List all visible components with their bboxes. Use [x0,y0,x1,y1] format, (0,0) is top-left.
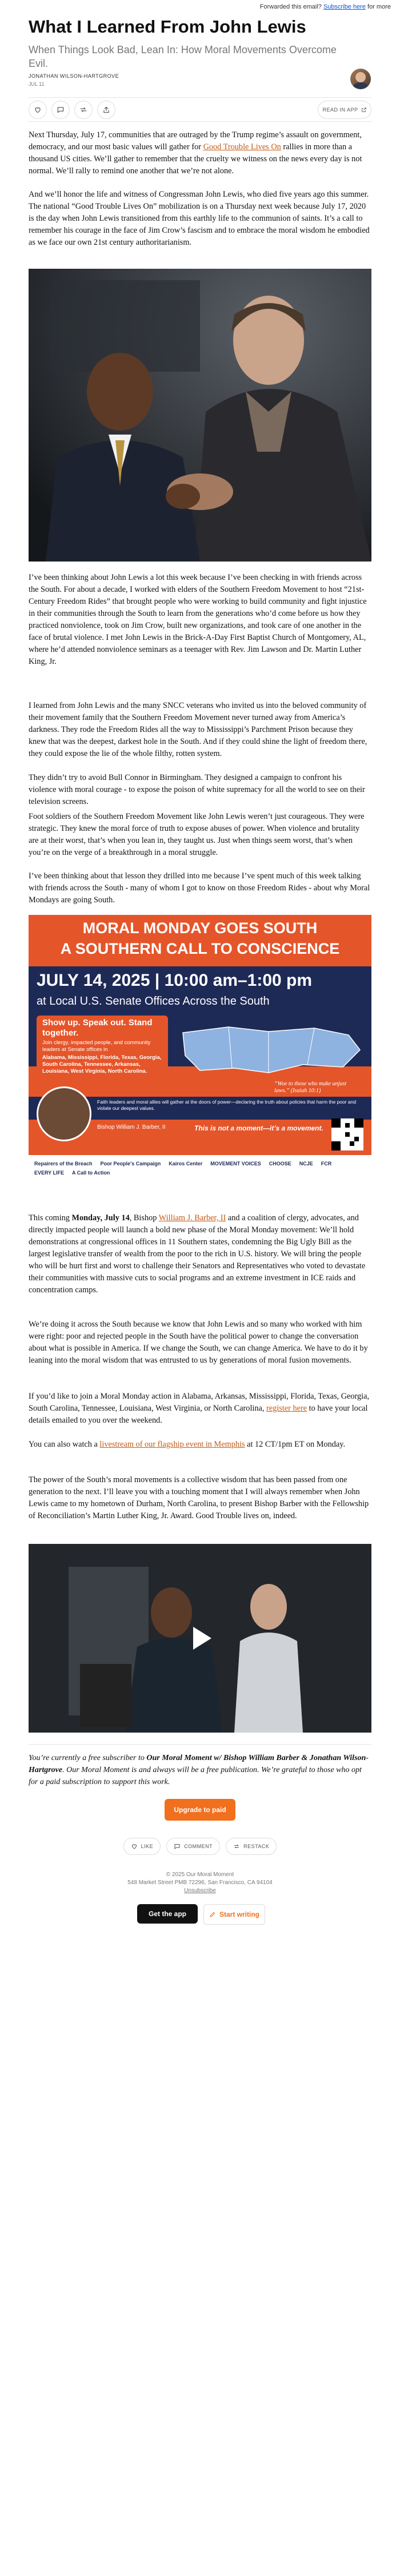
play-icon[interactable] [183,1621,217,1655]
author-name[interactable]: JONATHAN WILSON-HARTGROVE [29,73,119,79]
comment-icon [174,1843,181,1850]
paragraph-10: If you’d like to join a Moral Monday action in Alabama, Arkansas, Mississippi, Florida, Texas, Georgia, South Carolina, Tennessee, Louisiana, West Virginia, or North Carolina, register here to have your local details emailed to you over the weekend. [29,1392,370,1425]
upgrade-to-paid-button[interactable]: Upgrade to paid [165,1799,235,1821]
comment-icon [57,106,65,114]
heart-icon [131,1843,138,1850]
qr-code-icon [331,1118,363,1150]
poster-states: Alabama, Mississippi, Florida, Texas, Georgia, South Carolina, Tennessee, Arkansas, Louisiana, West Virginia, North Carolina. [42,1054,162,1074]
post-date: JUL 11 [29,81,45,87]
poster-show-up: Show up. Speak out. Stand together. [42,1018,153,1038]
paragraph-2: And we’ll honor the life and witness of Congressman John Lewis, who died five years ago this summer. The national “Good Trouble Lives On” mobilization is on a Thursday next week because July 17, 2020 is the day when John Lewis transitioned from this earthly life to the communion of saints. It’s a call to remember his courage in the face of Jim Crow’s fascism and to embrace the moral wisdom he embodied as we face our own 21st century authoritarianism. [29,190,370,247]
share-button[interactable] [97,101,115,119]
divider [29,121,371,122]
avatar[interactable] [350,69,371,89]
divider [29,1744,371,1745]
pencil-icon [209,1911,216,1918]
poster-headline: MORAL MONDAY GOES SOUTH [82,919,318,937]
paragraph-8: This coming Monday, July 14, Bishop William J. Barber, II and a coalition of clergy, advocates, and directly impacted people will launch a bold new phase of the Moral Monday movement: We’ll hold demonstrations at congressional offices in 11 Southern states, condemning the Big Ugly Bill as the largest legislative transfer of wealth from the poor to the rich in U.S. history. We will bring the people who will be hurt first and worst to challenge their Senators and Representatives who voted to devastate their communities with massive cuts to social programs and an extreme investment in ICE raids and concentration camps. [29,1213,366,1295]
register-link[interactable]: register here [266,1404,307,1413]
like-button[interactable] [29,101,47,119]
divider [29,97,371,98]
restack-button[interactable] [74,101,93,119]
poster-subheadline: A SOUTHERN CALL TO CONSCIENCE [60,940,340,957]
read-in-app-button[interactable] [318,101,371,119]
partner-logo: MOVEMENT VOICES [210,1161,261,1166]
photo-illustration [29,269,371,562]
paragraph-7: I’ve been thinking about that lesson they drilled into me because I’ve spent much of this week talking with friends across the South - many of whom I got to know on those Freedom Rides - about why Moral Mondays are going South. [29,871,370,905]
footer-comment-button[interactable]: COMMENT [166,1838,220,1855]
poster-bishop-name: Bishop William J. Barber, II [97,1124,166,1130]
footer-actions [29,1838,371,1856]
partner-logo: EVERY LIFE [34,1170,65,1176]
john-lewis-photo[interactable] [29,269,371,562]
address: 548 Market Street PMB 72296, San Francisco, CA 94104 [127,1880,273,1886]
poster-show-up-body: Join clergy, impacted people, and community leaders at Senate offices in [42,1040,151,1053]
poster-band-text: Faith leaders and moral allies will gather at the doors of power—declaring the truth about policies that harm the poor and violate our deepest values. [97,1099,357,1111]
unsubscribe-link[interactable]: Unsubscribe [184,1888,216,1894]
partner-logo: CHOOSE [269,1161,291,1166]
restack-icon [79,106,87,114]
unsubscribe-wrapper [29,1887,371,1895]
subscription-note: You’re currently a free subscriber to Our Moral Moment w/ Bishop William Barber & Jonathan Wilson-Hartgrove. Our Moral Moment is and always will be a free publication. We’re grateful to those who opt for a paid subscription to support this work. [29,1754,369,1786]
subscribe-link[interactable]: Subscribe here [323,3,366,10]
moral-monday-poster[interactable] [29,915,371,1201]
heart-icon [34,106,42,114]
post-container [29,0,371,2576]
restack-icon [233,1843,240,1850]
partner-logo: Poor People's Campaign [100,1161,161,1166]
poster-location: at Local U.S. Senate Offices Across the South [37,995,270,1008]
paragraph-9: We’re doing it across the South because we know that John Lewis and so many who worked with him were right: poor and rejected people in the South have the political power to change the conversation about what is possible in America. If we change the South, we can change America. We have to do it by leaning into the moral wisdom that was entrusted to us by generations of moral fusion movements. [29,1320,368,1365]
copyright: © 2025 Our Moral Moment [166,1872,234,1878]
post-subtitle: When Things Look Bad, Lean In: How Moral Movements Overcome Evil. [29,44,337,69]
share-icon [102,106,110,114]
footer-restack-button[interactable]: RESTACK [226,1838,277,1855]
forward-suffix: for more [367,3,391,10]
post-title[interactable]: What I Learned From John Lewis [29,17,306,37]
partner-logo: A Call to Action [72,1170,110,1176]
external-link-icon [361,107,367,113]
paragraph-6: Foot soldiers of the Southern Freedom Movement like John Lewis weren’t just courageous. They were strategic. They knew the moral force of truth to expose abuses of power. When violence and brutality are at their worst, that’s when you lean in, they taught us. Just when things seem worst, that’s when you’re on the verge of a breakthrough in a moral struggle. [29,812,365,857]
poster-quote: “Woe to those who make unjust laws.” (Isaiah 10:1) [274,1081,347,1094]
poster-tagline: This is not a moment—it’s a movement. [194,1124,323,1132]
bishop-photo [37,1086,91,1141]
partner-logos [34,1161,366,1176]
barber-link[interactable]: William J. Barber, II [158,1213,226,1223]
paragraph-3: I’ve been thinking about John Lewis a lot this week because I’ve been checking in with friends across the South. For about a decade, I worked with elders of the Southern Freedom Movement to host “21st-Century Freedom Rides” that brought people who were working to build community and fight injustice in their communities through the South to learn from the generations who’d come before us how they practiced nonviolence, took on Jim Crow, built new organizations, and took care of one another in the face of brutal violence. I met John Lewis in the Brick-A-Day First Baptist Church of Montgomery, AL, where he’d attended nonviolence seminars as a teenager with Rev. Jim Lawson and Dr. Martin Luther King, Jr. [29,573,367,666]
get-the-app-button[interactable]: Get the app [137,1904,198,1924]
paragraph-1: Next Thursday, July 17, communities that are outraged by the Trump regime’s assault on government, democracy, and our most basic values will gather for Good Trouble Lives On rallies in more than a thousand US cities. We’ll gather to remember that the cruelty we witness on the news every day is not normal. We’ll rally to remind one another that we’re not alone. [29,130,362,176]
paragraph-5: They didn’t try to avoid Bull Connor in Birmingham. They designed a campaign to confront his violence with moral courage - to expose the poison of white supremacy for all the world to see on their television screens. [29,773,365,806]
partner-logo: Kairos Center [169,1161,203,1166]
start-writing-button[interactable]: Start writing [203,1904,265,1925]
poster-date-time: JULY 14, 2025 | 10:00 am–1:00 pm [37,971,313,990]
read-in-app-label: READ IN APP [322,107,358,113]
video-embed[interactable] [29,1544,371,1733]
forward-prefix: Forwarded this email? [259,3,322,10]
partner-logo: Repairers of the Breach [34,1161,93,1166]
post-actions [29,101,371,120]
footer-like-button[interactable]: LIKE [123,1838,161,1855]
livestream-link[interactable]: livestream of our flagship event in Memphis [99,1440,245,1449]
south-map-icon [177,1016,366,1078]
good-trouble-link[interactable]: Good Trouble Lives On [203,142,281,152]
comment-button[interactable] [51,101,70,119]
partner-logo: FCR [321,1161,332,1166]
partner-logo: NCJE [299,1161,313,1166]
paragraph-11: You can also watch a livestream of our flagship event in Memphis at 12 CT/1pm ET on Monday. [29,1440,346,1449]
paragraph-12: The power of the South’s moral movements is a collective wisdom that has been passed from one generation to the next. I’ll leave you with a touching moment that I will always remember when John Lewis came to my hometown of Durham, North Carolina, to present Bishop Barber with the Fellowship of Reconciliation’s Martin Luther King, Jr. Award. Good Trouble lives on, indeed. [29,1475,369,1520]
paragraph-4: I learned from John Lewis and the many SNCC veterans who invited us into the beloved community of their movement family that the Southern Freedom Movement never turned away from America’s darkness. They rode the Freedom Rides all the way to Mississippi’s Parchment Prison because they knew that was the deepest, darkest hole in the South. And if they could shine the light of freedom there, they could expose the lie of the whole filthy, rotten system. [29,701,367,758]
